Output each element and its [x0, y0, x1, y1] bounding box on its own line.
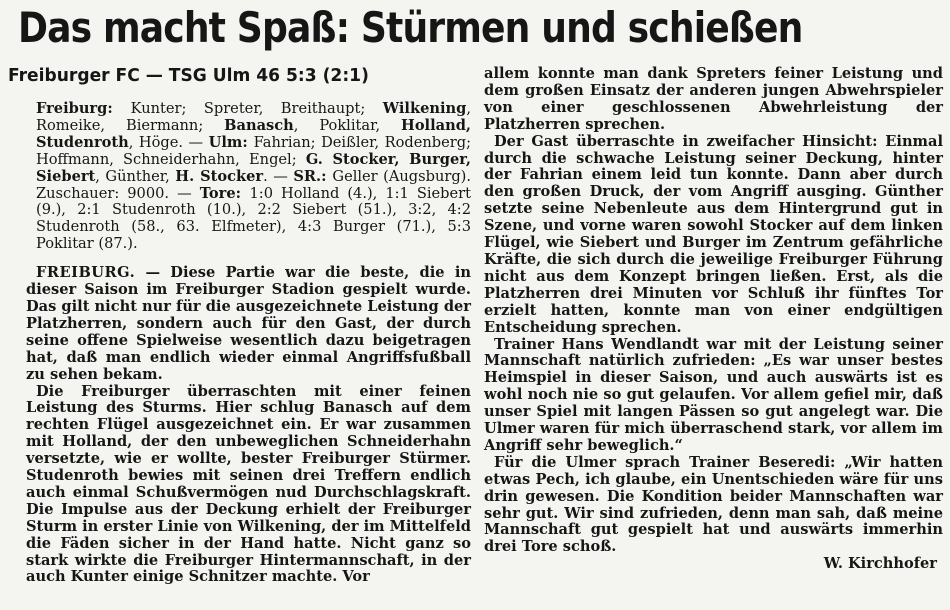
lineup-segment: Freiburg: [36, 100, 131, 117]
lineup-segment: Banasch [224, 116, 294, 134]
lineup-segment: Wilkening [382, 100, 467, 117]
lineup-segment: Tore: [199, 184, 250, 202]
lineup-segment: , Höge. — [128, 133, 209, 151]
right-paragraph-4: Für die Ulmer sprach Trainer Beseredi: „Wir hatten etwas Pech, ich glaube, ein Unentschieden wäre für uns drin gewesen. Die Kondition beider Mannschaften war sehr gut. Wir sind zufrieden, denn man sah, daß meine Mannschaft gut gespielt hat und auswärts immerhin drei Tore schoß. [484, 453, 943, 556]
left-paragraph-2: Die Freiburger überraschten mit einer feinen Leistung des Sturms. Hier schlug Banasch auf dem rechten Flügel ausgezeichnet ein. Er war zusammen mit Holland, der den unbeweglichen Schneiderhahn versetzte, wie er wollte, bester Freiburger Stürmer. Studenroth bewies mit seinen drei Treffern endlich auch einmal Schußvermögen nud Durchschlagskraft. Die Impulse aus der Deckung erhielt der Freiburger Sturm in erster Linie von Wilkening, der im Mittelfeld die Fäden sicher in der Hand hatte. Nicht ganz so stark wirkte die Freiburger Hintermannschaft, in der auch Kunter einige Schnitzer machte. Vor [26, 382, 471, 586]
lineup-segment: Holland, Studenroth [36, 116, 471, 151]
dateline: FREIBURG. [36, 264, 136, 282]
author-byline: W. Kirchhofer [823, 555, 937, 573]
right-paragraph-1: allem konnte man dank Spreters feiner Leistung und dem großen Einsatz der anderen jungen Abwehrspieler von einer geschlossenen Abwehrleistung der Platzherren sprechen. [484, 65, 943, 133]
left-column [26, 101, 471, 586]
lineup-segment: . — [263, 167, 294, 185]
right-paragraph-2: Der Gast überraschte in zweifacher Hinsicht: Einmal durch die schwache Leistung seiner Deckung, hinter der Fahrian einem leid tun konnte. Dann aber durch den großen Druck, der vom Angriff ausging. Günther setzte seine Nebenleute aus dem Hintergrund gut in Szene, und vorne waren sowohl Stocker auf dem linken Flügel, wie Siebert und Burger im Zentrum gefährliche Kräfte, die sich durch die jeweilige Freiburger Führung nicht aus dem Konzept bringen ließen. Erst, als die Platzherren drei Minuten vor Schluß ihr fünftes Tor erzielt hatten, konnte man von einer endgültigen Entscheidung sprechen. [484, 132, 943, 336]
left-paragraph-1: — Diese Partie war die beste, die in dieser Saison im Freiburger Stadion gespielt wurde. Das gilt nicht nur für die ausgezeichnete Leistung der Platzherren, sondern auch für den Gast, der durch seine offene Spielweise wesentlich dazu beigetragen hat, daß man endlich wieder einmal Angriffsfußball zu sehen bekam. [26, 264, 471, 383]
headline: Das macht Spaß: Stürmen und schießen [18, 3, 803, 52]
match-result-line: Freiburger FC — TSG Ulm 46 5:3 (2:1) [8, 65, 369, 86]
lineup-segment: H. Stocker [175, 167, 264, 185]
lineup-segment: , Poklitar, [293, 116, 402, 134]
lead-paragraph [26, 265, 471, 383]
lineup-segment: , Günther, [95, 167, 176, 185]
lineup-segment: Kunter; Spreter, Breithaupt; [130, 100, 383, 117]
lineup-segment: G. Stocker, Burger, Siebert [36, 150, 471, 185]
lineup-segment: SR.: [293, 167, 333, 185]
lineup-block [36, 101, 471, 253]
lineup-segment: Ulm: [208, 133, 254, 151]
lineup-segment: , Romeike, Biermann; [36, 100, 471, 134]
lineup-segment: 1:0 Holland (4.), 1:1 Siebert (9.), 2:1 Studenroth (10.), 2:2 Siebert (51.), 3:2, 4:2 Studenroth (58., 63. Elfmeter), 4:3 Burger (71.), 5:3 Poklitar (87.). [36, 184, 471, 253]
lineup-segment: Geller (Augsburg). Zuschauer: 9000. — [36, 167, 471, 202]
lineup-segment: Fahrian; Deißler, Rodenberg; Hoffmann, Schneiderhahn, Engel; [36, 133, 471, 168]
right-column [484, 66, 943, 573]
right-paragraph-3: Trainer Hans Wendlandt war mit der Leistung seiner Mannschaft natürlich zufrieden: „Es war unser bestes Heimspiel in dieser Saison, und auch auswärts ist es wohl noch nie so gut gelaufen. Vor allem gefiel mir, daß unser Spiel mit langen Pässen so gut angelegt war. Die Ulmer waren für mich überraschend stark, vor allem im Angriff sehr beweglich.“ [484, 335, 943, 454]
